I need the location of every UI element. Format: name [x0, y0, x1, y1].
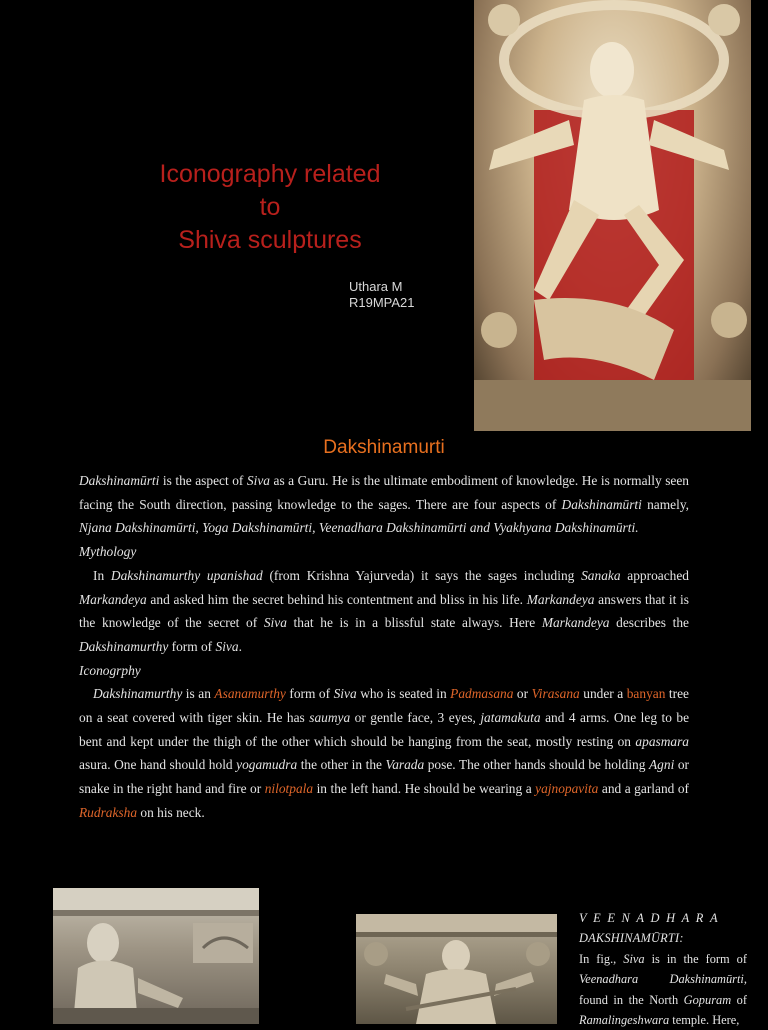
text-span: In	[93, 567, 111, 583]
term-dakshinamurti: Dakshinamūrti	[561, 496, 642, 512]
text-span: of	[731, 992, 747, 1007]
term: saumya	[309, 710, 351, 726]
text-span: form of	[168, 638, 216, 654]
text-span: approached	[620, 567, 689, 583]
term: Dakshinamurthy	[93, 686, 183, 702]
text-span: and 4 arms. One leg to be bent and kept under the thigh of the other which should be hanging from the seat, mostly resting on	[79, 710, 690, 749]
side-heading-1: VEENADHARA	[579, 911, 725, 925]
body-text	[79, 469, 689, 825]
text-span: under a	[579, 686, 627, 702]
page-title	[120, 158, 420, 257]
term: Markandeya	[526, 591, 595, 607]
term: Gopuram	[683, 992, 732, 1007]
iconography-paragraph	[79, 682, 689, 824]
author-name: Uthara M	[349, 279, 403, 294]
section-heading: Dakshinamurti	[323, 437, 445, 458]
text-span: that he is in a blissful state always. Here	[286, 615, 542, 631]
title-line-2: to	[259, 193, 281, 221]
text-span: answers that it is the knowledge of the secret of	[79, 591, 689, 631]
nataraja-sculpture-image	[474, 0, 751, 431]
highlighted-term: nilotpala	[264, 781, 314, 797]
text-span: is the aspect of	[159, 473, 247, 488]
title-line-1: Iconography related	[159, 160, 381, 188]
highlighted-term: Asanamurthy	[214, 686, 286, 702]
text-span: or snake in the right hand and fire or	[79, 757, 689, 797]
highlighted-term: banyan	[626, 686, 666, 702]
iconography-label: Iconogrphy	[79, 662, 141, 678]
term: jatamakuta	[480, 710, 541, 726]
text-span: .	[238, 638, 242, 654]
text-span: In fig.,	[579, 951, 624, 966]
mythology-paragraph	[79, 564, 689, 659]
mythology-label: Mythology	[79, 544, 137, 560]
author-block	[349, 279, 415, 311]
side-paragraph	[579, 949, 747, 1030]
text-span: the other in the	[297, 757, 386, 773]
text-span: (from Krishna Yajurveda) it says the sages including	[262, 567, 582, 583]
side-text	[579, 908, 747, 1030]
term: Dakshinamurthy	[79, 638, 169, 654]
text-span: describes the	[609, 615, 689, 631]
text-span: who is seated in	[356, 686, 451, 702]
title-line-3: Shiva sculptures	[178, 226, 362, 254]
term-dakshinamurti: Dakshinamūrti	[79, 473, 160, 488]
term: Varada	[385, 757, 425, 773]
text-span: temple. Here,	[669, 1013, 740, 1028]
text-span: on his neck.	[137, 804, 205, 820]
text-span: namely,	[641, 496, 689, 512]
term: Ramalingeshwara	[579, 1013, 670, 1028]
term: Markandeya	[79, 591, 147, 607]
text-span: is an	[182, 686, 215, 702]
text-span: asura. One hand should hold	[79, 757, 237, 773]
term-aspects: Njana Dakshinamūrti, Yoga Dakshinamūrti, Veenadhara Dakshinamūrti and Vyakhyana Dakshinamūrti.	[79, 520, 639, 536]
highlighted-term: Virasana	[531, 686, 580, 702]
text-span: and a garland of	[598, 781, 689, 797]
author-id: R19MPA21	[349, 295, 415, 310]
term: Markandeya	[541, 615, 610, 631]
text-span: tree on a seat covered with tiger skin. He has	[79, 686, 689, 726]
highlighted-term: Padmasana	[450, 686, 514, 702]
term: Siva	[333, 686, 357, 702]
veenadhara-relief-image	[356, 914, 557, 1024]
text-span: is in the form of	[644, 951, 747, 966]
intro-paragraph	[79, 469, 689, 540]
term: Sanaka	[581, 567, 621, 583]
highlighted-term: yajnopavita	[535, 781, 599, 797]
text-span: or gentle face, 3 eyes,	[350, 710, 481, 726]
term-siva: Siva	[246, 473, 270, 488]
dakshinamurti-relief-image	[53, 888, 259, 1024]
text-span: form of	[285, 686, 334, 702]
text-span: pose. The other hands should be holding	[424, 757, 649, 773]
text-span: as a Guru. He is the ultimate embodiment of knowledge. He is normally seen facing the South direction, passing knowledge to the sages. There are four aspects of	[79, 473, 689, 512]
text-span: and asked him the secret behind his contentment and bliss in his life.	[146, 591, 527, 607]
term: Siva	[215, 638, 239, 654]
term: yogamudra	[236, 757, 298, 773]
term: Dakshinamurthy upanishad	[110, 567, 263, 583]
term: Veenadhara Dakshinamūrti	[579, 972, 744, 987]
text-span: , found in the North	[579, 972, 747, 1007]
text-span: or	[513, 686, 532, 702]
term: Siva	[263, 615, 287, 631]
term: Agni	[649, 757, 675, 773]
term: Siva	[623, 951, 645, 966]
text-span: in the left hand. He should be wearing a	[313, 781, 536, 797]
side-heading-2: DAKSHINAMŪRTI:	[579, 931, 684, 946]
highlighted-term: Rudraksha	[79, 804, 138, 820]
term: apasmara	[635, 733, 689, 749]
